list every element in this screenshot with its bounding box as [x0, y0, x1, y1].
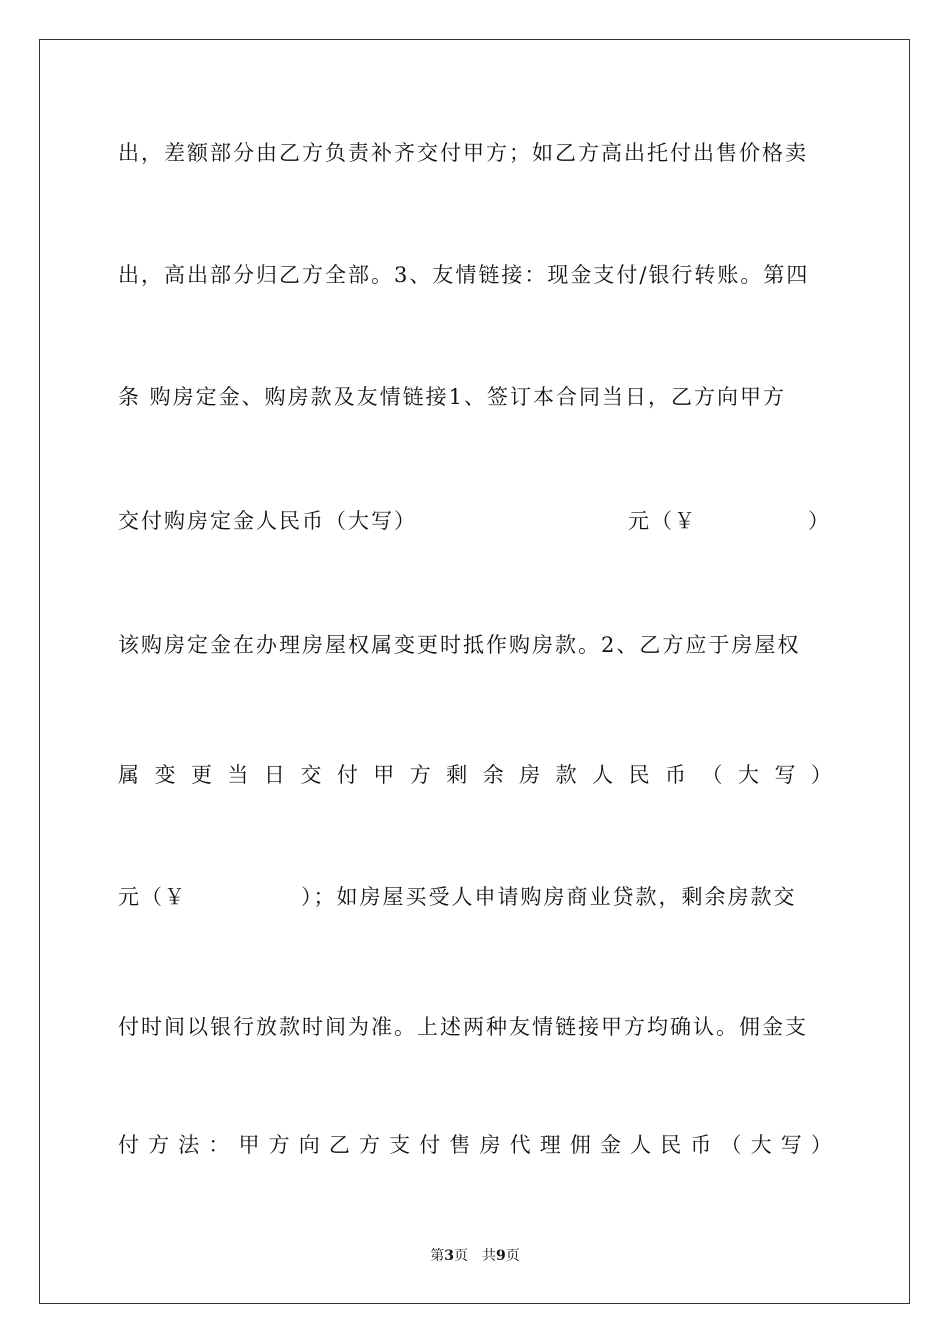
text-char: 理	[539, 1133, 561, 1157]
text-char: 币	[665, 763, 687, 787]
text-line-8: 付时间以银行放款时间为准。上述两种友情链接甲方均确认。佣金支	[118, 1015, 808, 1039]
text-char: 款	[555, 763, 577, 787]
text-char: 民	[660, 1133, 682, 1157]
text-char: 变	[154, 763, 176, 787]
text-char: 甲	[238, 1133, 260, 1157]
text-char: 当	[227, 763, 249, 787]
text-char: 写	[780, 1133, 802, 1157]
deposit-close-paren: ）	[808, 509, 831, 533]
text-char: ）	[810, 763, 832, 787]
page-total: 9	[496, 1248, 506, 1264]
text-char: 房	[519, 763, 541, 787]
text-char: 人	[630, 1133, 652, 1157]
text-char: 剩	[446, 763, 468, 787]
text-char: 付	[419, 1133, 441, 1157]
text-line-1: 出，差额部分由乙方负责补齐交付甲方；如乙方高出托付出售价格卖	[118, 141, 808, 165]
text-char: 写	[774, 763, 796, 787]
text-char: （	[701, 763, 723, 787]
text-char: 付	[336, 763, 358, 787]
deposit-yuan-label: 元（￥	[628, 509, 697, 533]
text-char: （	[720, 1133, 742, 1157]
text-char: 方	[409, 763, 431, 787]
text-char: 大	[750, 1133, 772, 1157]
text-char: 民	[628, 763, 650, 787]
text-line-5: 该购房定金在办理房屋权属变更时抵作购房款。2、乙方应于房屋权	[118, 633, 801, 657]
text-char: 人	[592, 763, 614, 787]
text-line-7	[118, 881, 832, 913]
text-char: ）	[810, 1133, 832, 1157]
page-mid: 页 共	[454, 1248, 496, 1264]
text-char: 方	[268, 1133, 290, 1157]
text-char: 属	[118, 763, 139, 787]
text-char: 支	[389, 1133, 411, 1157]
text-char: 代	[509, 1133, 531, 1157]
page-current: 3	[444, 1248, 454, 1264]
text-char: 日	[263, 763, 285, 787]
text-char: 售	[449, 1133, 471, 1157]
text-line-6	[118, 759, 832, 791]
remaining-text: ）；如房屋买受人申请购房商业贷款，剩余房款交	[301, 885, 797, 909]
text-char: 币	[690, 1133, 712, 1157]
text-char: 方	[148, 1133, 170, 1157]
text-line-3: 条 购房定金、购房款及友情链接1、签订本合同当日，乙方向甲方	[118, 385, 787, 409]
text-char: 大	[737, 763, 759, 787]
page-footer	[0, 1245, 950, 1265]
text-line-9	[118, 1129, 832, 1161]
text-char: ：	[208, 1133, 230, 1157]
remaining-yuan-label: 元（￥	[118, 885, 187, 909]
text-char: 佣	[569, 1133, 591, 1157]
text-char: 房	[479, 1133, 501, 1157]
text-char: 向	[298, 1133, 320, 1157]
text-char: 余	[482, 763, 504, 787]
page-border	[39, 39, 910, 1304]
page-suffix: 页	[505, 1248, 520, 1264]
text-char: 乙	[328, 1133, 350, 1157]
text-line-2: 出，高出部分归乙方全部。3、友情链接：现金支付/银行转账。第四	[118, 263, 810, 287]
text-char: 法	[178, 1133, 200, 1157]
text-char: 更	[190, 763, 212, 787]
text-char: 金	[600, 1133, 621, 1157]
page-prefix: 第	[430, 1248, 445, 1264]
text-char: 交	[300, 763, 322, 787]
text-char: 付	[118, 1133, 139, 1157]
text-line-4	[118, 505, 832, 537]
text-char: 方	[359, 1133, 380, 1157]
deposit-label: 交付购房定金人民币（大写）	[118, 509, 417, 533]
text-char: 甲	[373, 763, 395, 787]
